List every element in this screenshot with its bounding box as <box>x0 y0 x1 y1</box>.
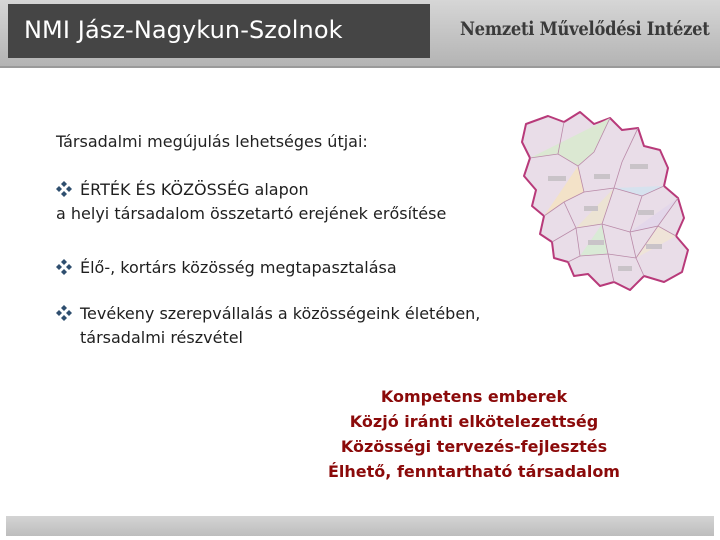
diamond-bullet-icon <box>56 259 72 275</box>
bullet-2-line-1: Élő-, kortárs közösség megtapasztalása <box>80 258 397 277</box>
diamond-bullet-icon <box>56 181 72 197</box>
map-label-8 <box>618 266 632 271</box>
diamond-bullet-icon <box>56 305 72 321</box>
bullet-1-line-1: ÉRTÉK ÉS KÖZÖSSÉG alapon <box>80 180 309 199</box>
map-label-1 <box>548 176 566 181</box>
map-label-3 <box>630 164 648 169</box>
brand-logo-text: Nemzeti Művelődési Intézet <box>460 18 710 40</box>
highlight-list <box>300 384 648 484</box>
title-box <box>8 4 430 58</box>
bullet-3-line-1: Tevékeny szerepvállalás a közösségeink életében, <box>80 304 481 323</box>
highlight-item-1: Kompetens emberek <box>380 387 568 406</box>
map-label-5 <box>638 210 654 215</box>
bullet-item-2 <box>56 256 397 280</box>
highlight-item-3: Közösségi tervezés-fejlesztés <box>340 437 608 456</box>
header-divider <box>0 66 720 68</box>
map-label-2 <box>594 174 610 179</box>
map-label-7 <box>646 244 662 249</box>
header-bar <box>0 0 720 66</box>
map-label-4 <box>584 206 598 211</box>
bullet-item-1 <box>56 178 446 226</box>
slide-title: NMI Jász-Nagykun-Szolnok <box>24 16 343 44</box>
footer-bar <box>6 516 714 536</box>
highlight-item-2: Közjó iránti elkötelezettség <box>349 412 599 431</box>
bullet-item-3 <box>56 302 480 350</box>
highlight-item-4: Élhető, fenntartható társadalom <box>328 462 620 481</box>
map-label-6 <box>588 240 604 245</box>
bullet-3-line-2: társadalmi részvétel <box>80 328 243 347</box>
bullet-1-line-2: a helyi társadalom összetartó erejének erősítése <box>56 204 447 223</box>
intro-text: Társadalmi megújulás lehetséges útjai: <box>56 132 368 151</box>
county-map-image <box>518 106 698 296</box>
